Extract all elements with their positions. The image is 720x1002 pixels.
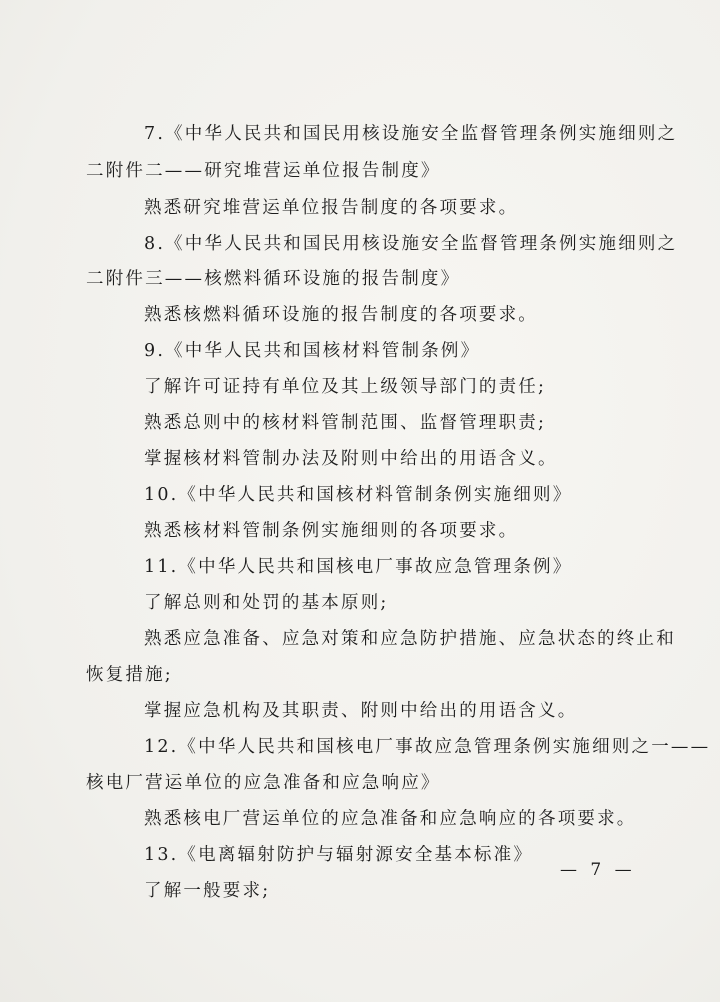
text-line: 了解一般要求; <box>144 881 271 901</box>
text-line: 9.《中华人民共和国核材料管制条例》 <box>144 341 481 361</box>
text-line: 熟悉核材料管制条例实施细则的各项要求。 <box>144 521 519 541</box>
text-line: 熟悉核电厂营运单位的应急准备和应急响应的各项要求。 <box>144 809 637 829</box>
text-line: 掌握核材料管制办法及附则中给出的用语含义。 <box>144 449 558 469</box>
page-number: — 7 — <box>560 860 636 880</box>
text-line: 了解许可证持有单位及其上级领导部门的责任; <box>144 377 547 397</box>
text-line: 12.《中华人民共和国核电厂事故应急管理条例实施细则之一—— <box>144 737 711 757</box>
text-line: 掌握应急机构及其职责、附则中给出的用语含义。 <box>144 701 578 721</box>
text-line: 7.《中华人民共和国民用核设施安全监督管理条例实施细则之 <box>144 124 678 144</box>
text-line: 熟悉核燃料循环设施的报告制度的各项要求。 <box>144 305 538 325</box>
text-line: 10.《中华人民共和国核材料管制条例实施细则》 <box>144 485 573 505</box>
text-line: 二附件二——研究堆营运单位报告制度》 <box>86 161 441 181</box>
text-line: 熟悉总则中的核材料管制范围、监督管理职责; <box>144 413 547 433</box>
text-line: 熟悉应急准备、应急对策和应急防护措施、应急状态的终止和 <box>144 629 676 649</box>
text-line: 恢复措施; <box>86 665 173 685</box>
text-line: 13.《电离辐射防护与辐射源安全基本标准》 <box>144 845 534 865</box>
text-line: 核电厂营运单位的应急准备和应急响应》 <box>86 773 441 793</box>
text-line: 二附件三——核燃料循环设施的报告制度》 <box>86 269 461 289</box>
text-line: 了解总则和处罚的基本原则; <box>144 593 389 613</box>
text-line: 11.《中华人民共和国核电厂事故应急管理条例》 <box>144 557 573 577</box>
text-line: 熟悉研究堆营运单位报告制度的各项要求。 <box>144 198 519 218</box>
text-line: 8.《中华人民共和国民用核设施安全监督管理条例实施细则之 <box>144 234 678 254</box>
